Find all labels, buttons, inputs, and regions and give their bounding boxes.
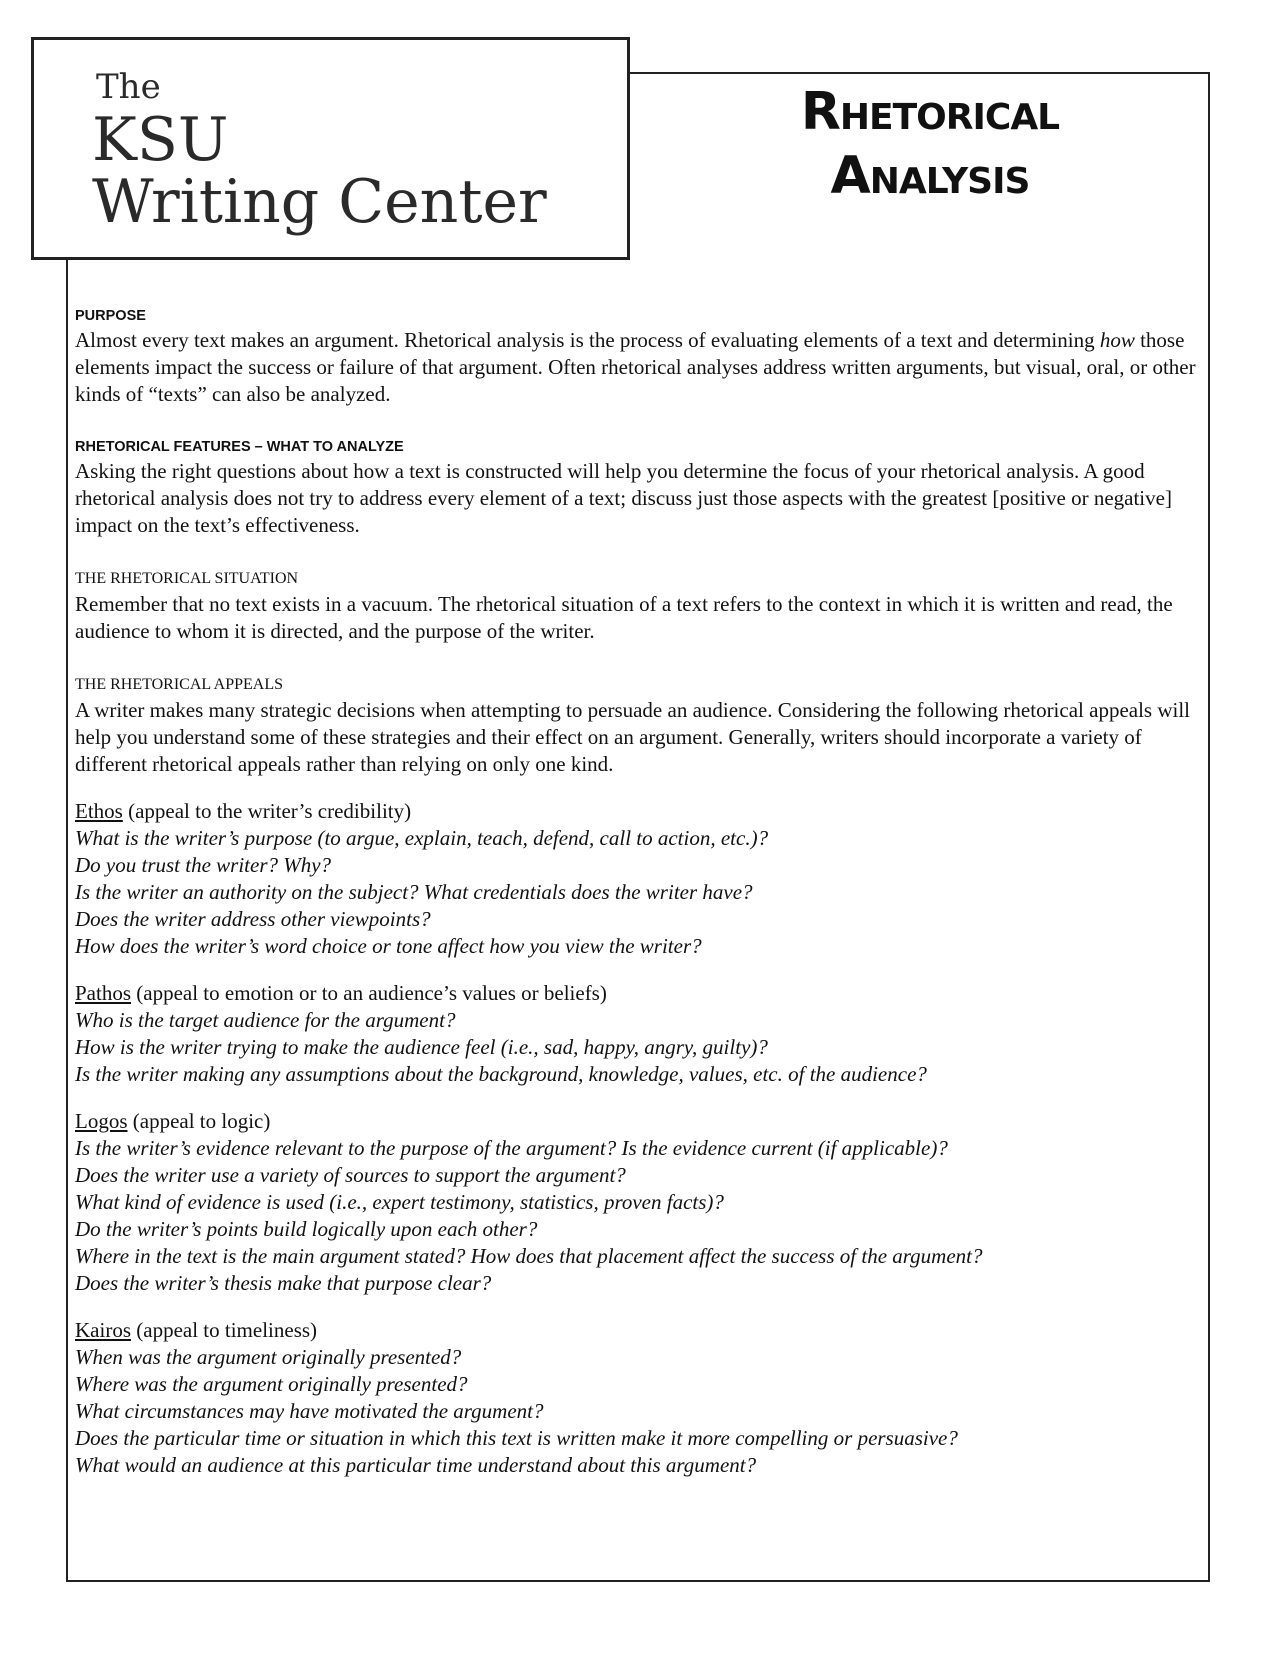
purpose-text-part1: Almost every text makes an argument. Rhetorical analysis is the process of evaluating elements of a text and determining	[75, 328, 1100, 352]
ethos-question: Does the writer address other viewpoints?	[75, 907, 431, 931]
logo-the: The	[96, 67, 161, 107]
purpose-heading: PURPOSE	[75, 308, 146, 324]
kairos-section	[75, 1317, 1205, 1479]
ethos-desc: (appeal to the writer’s credibility)	[122, 799, 412, 823]
pathos-section	[75, 980, 1205, 1088]
document-title	[700, 80, 1160, 208]
logos-question: Does the writer’s thesis make that purpose clear?	[75, 1271, 492, 1295]
logo-writing-center: Writing Center	[92, 167, 547, 237]
kairos-title	[75, 1317, 1205, 1344]
kairos-question: Does the particular time or situation in which this text is written make it more compelling or persuasive?	[75, 1426, 958, 1450]
features-text: Asking the right questions about how a text is constructed will help you determine the focus of your rhetorical analysis. A good rhetorical analysis does not try to address every element of a text; discuss just those aspects with the greatest [positive or negative] impact on the text’s effectiveness.	[75, 459, 1172, 537]
logos-desc: (appeal to logic)	[127, 1109, 271, 1133]
kairos-question: Where was the argument originally presented?	[75, 1372, 468, 1396]
ethos-question: What is the writer’s purpose (to argue, explain, teach, defend, call to action, etc.)?	[75, 826, 769, 850]
pathos-question: Is the writer making any assumptions about the background, knowledge, values, etc. of the audience?	[75, 1062, 927, 1086]
logos-question: Do the writer’s points build logically upon each other?	[75, 1217, 538, 1241]
logos-question: Does the writer use a variety of sources to support the argument?	[75, 1163, 626, 1187]
kairos-desc: (appeal to timeliness)	[131, 1318, 318, 1342]
kairos-question: When was the argument originally presented?	[75, 1345, 462, 1369]
logos-section	[75, 1108, 1205, 1297]
ethos-question: How does the writer’s word choice or tone affect how you view the writer?	[75, 934, 702, 958]
pathos-title	[75, 980, 1205, 1007]
document-body	[75, 306, 1205, 1479]
ethos-title	[75, 798, 1205, 825]
appeals-heading: THE RHETORICAL APPEALS	[75, 676, 284, 693]
logos-question: Is the writer’s evidence relevant to the purpose of the argument? Is the evidence current (if applicable)?	[75, 1136, 948, 1160]
title-line-1: Rhetorical	[800, 82, 1060, 142]
logos-question: Where in the text is the main argument stated? How does that placement affect the success of the argument?	[75, 1244, 983, 1268]
logo-ksu: KSU	[92, 105, 229, 175]
kairos-name: Kairos	[75, 1318, 131, 1342]
situation-heading: THE RHETORICAL SITUATION	[75, 570, 299, 587]
pathos-name: Pathos	[75, 981, 132, 1005]
pathos-desc: (appeal to emotion or to an audience’s values or beliefs)	[131, 981, 607, 1005]
purpose-text	[75, 327, 1205, 408]
logos-question: What kind of evidence is used (i.e., expert testimony, statistics, proven facts)?	[75, 1190, 724, 1214]
logos-title	[75, 1108, 1205, 1135]
features-heading: RHETORICAL FEATURES – WHAT TO ANALYZE	[75, 439, 404, 455]
title-line-2: Analysis	[830, 146, 1030, 206]
purpose-text-emphasis: how	[1099, 328, 1135, 352]
ethos-question: Do you trust the writer? Why?	[75, 853, 332, 877]
purpose-text-part2: those elements impact the success or failure of that argument. Often rhetorical analyses address written arguments, but visual, oral, or other kinds of “texts” can also be analyzed.	[75, 328, 1196, 406]
ethos-name: Ethos	[75, 799, 123, 823]
kairos-question: What circumstances may have motivated the argument?	[75, 1399, 544, 1423]
logos-name: Logos	[75, 1109, 128, 1133]
appeals-text: A writer makes many strategic decisions when attempting to persuade an audience. Considering the following rhetorical appeals will help you understand some of these strategies and their effect on an argument. Generally, writers should incorporate a variety of different rhetorical appeals rather than relying on only one kind.	[75, 698, 1191, 776]
ethos-section	[75, 798, 1205, 960]
situation-text: Remember that no text exists in a vacuum. The rhetorical situation of a text refers to the context in which it is written and read, the audience to whom it is directed, and the purpose of the writer.	[75, 592, 1173, 643]
writing-center-logo	[31, 37, 630, 260]
pathos-question: How is the writer trying to make the audience feel (i.e., sad, happy, angry, guilty)?	[75, 1035, 768, 1059]
kairos-question: What would an audience at this particular time understand about this argument?	[75, 1453, 757, 1477]
ethos-question: Is the writer an authority on the subject? What credentials does the writer have?	[75, 880, 753, 904]
pathos-question: Who is the target audience for the argument?	[75, 1008, 456, 1032]
